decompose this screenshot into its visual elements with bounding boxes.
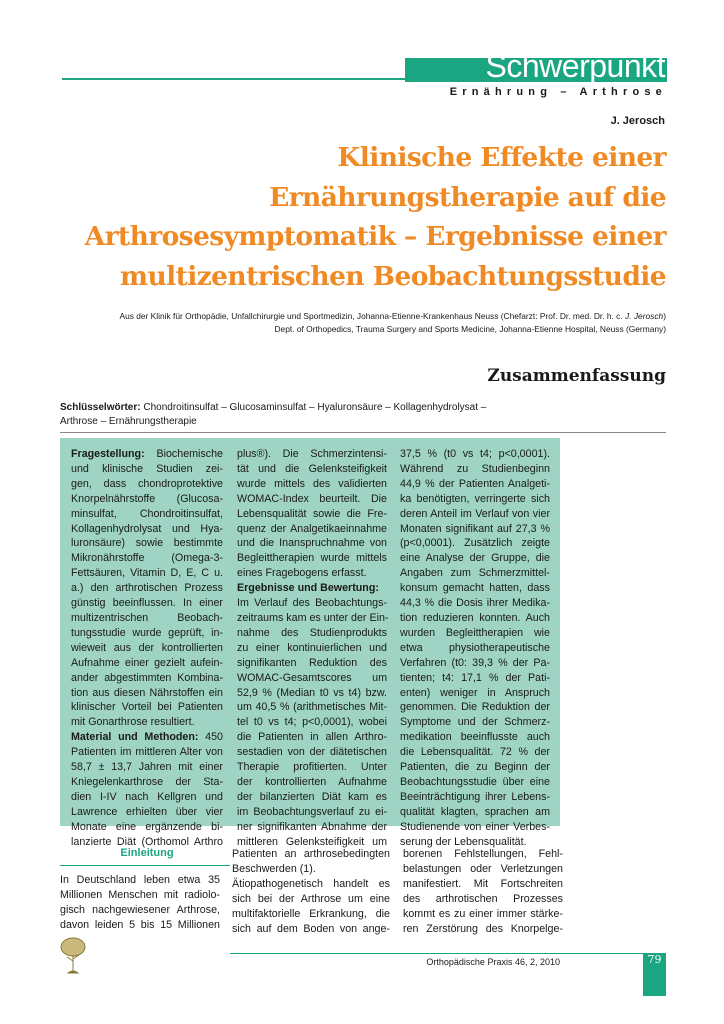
section-subtitle: Ernährung – Arthrose [449, 86, 667, 98]
line-text: Monaten signifikant auf 27,3 % [400, 522, 550, 535]
line-text: manifestiert. Mit Fortschreiten [403, 877, 563, 890]
text-line [71, 730, 223, 745]
body-column-1 [60, 873, 220, 933]
text-line [237, 536, 387, 551]
text-line [71, 745, 223, 760]
line-text: Angaben zum Schmerzmittel- [400, 567, 550, 580]
line-text: belastungen oder Verletzungen [403, 862, 563, 875]
author: J. Jerosch [610, 115, 665, 127]
line-text: ner signifikanten Abnahme der [237, 820, 387, 833]
text-line [237, 447, 387, 462]
affiliation-suffix: ) [663, 311, 666, 321]
line-text: Patienten im mittleren Alter von [71, 746, 223, 759]
text-line [71, 551, 223, 566]
line-text: lanzierte Diät (Orthomol Arthro [71, 835, 223, 848]
line-text: minsulfat, Chondroitinsulfat, [71, 507, 223, 520]
text-line [237, 671, 387, 686]
text-line [237, 626, 387, 641]
affiliation-english: Dept. of Orthopedics, Trauma Surgery and Sports Medicine, Johanna-Etienne Hospital, Neuss (Germany) [274, 324, 666, 334]
line-text: 37,5 % (t0 vs t4; p<0,0001). [400, 448, 550, 460]
line-text: wurde mittels des validierten [237, 477, 387, 490]
text-line [71, 790, 223, 805]
paragraph-label: Ergebnisse und Bewertung: [237, 582, 379, 595]
text-line [237, 462, 387, 477]
text-line [71, 447, 223, 462]
text-line [400, 790, 550, 805]
section-title: Schwerpunkt [485, 48, 665, 84]
text-line [71, 611, 223, 626]
line-text: 450 [198, 731, 223, 744]
text-line [71, 805, 223, 820]
text-line [60, 873, 220, 888]
title-line: Arthrosesymptomatik – Ergebnisse einer [84, 221, 666, 252]
line-text: 44,3 % die Dosis ihrer Medika- [400, 597, 550, 610]
line-text: Beobachtungsstudie über eine [400, 775, 550, 788]
text-line [237, 477, 387, 492]
line-text: WOMAC-Index beurteilt. Die [237, 492, 387, 505]
text-line [400, 730, 550, 745]
text-line [71, 522, 223, 537]
text-line [71, 507, 223, 522]
text-line [237, 745, 387, 760]
line-text: 58,7 ± 13,7 Jahren mit einer [71, 761, 223, 774]
line-text: Therapie profitierten. Unter [237, 761, 387, 774]
text-line [403, 922, 563, 937]
text-line [237, 581, 387, 596]
text-line [237, 611, 387, 626]
line-text: davon leiden 5 bis 15 Millionen [60, 918, 220, 931]
line-text: sestadien von der diätetischen [237, 746, 387, 759]
text-line [71, 760, 223, 775]
line-text: wieweit aus der kontrollierten [71, 641, 223, 654]
text-line [400, 641, 550, 656]
text-line [400, 536, 550, 551]
line-text: wurden Begleittherapien wie [400, 626, 550, 639]
line-text: Beschwerden (1). [232, 862, 316, 875]
text-line [237, 551, 387, 566]
line-text: dien I-IV nach Kellgren und [71, 790, 223, 803]
paragraph-label: Fragestellung: [71, 448, 145, 460]
line-text: eines Fragebogens erfasst. [237, 567, 367, 580]
line-text: Begleittherapien wurde mittels [237, 552, 387, 565]
text-line [71, 656, 223, 671]
line-text: Symptome und der Schmerz- [400, 716, 550, 729]
intro-heading: Einleitung [120, 847, 174, 859]
text-line [400, 447, 550, 462]
line-text: des arthrotischen Prozesses [403, 892, 563, 905]
text-line [400, 745, 550, 760]
text-line [71, 536, 223, 551]
line-text: kommt es zu einer immer stärke- [403, 907, 563, 920]
line-text: ren Zerstörung des Knorpelge- [403, 922, 563, 935]
affiliation-text: Aus der Klinik für Orthopädie, Unfallchirurgie und Sportmedizin, Johanna-Etienne-Krankenhaus Neuss (Chefarzt: Prof. Dr. med. Dr. h. c. [119, 311, 626, 321]
title-line: Ernährungstherapie auf die [269, 181, 666, 213]
line-text: mittleren Gelenksteifigkeit um [237, 835, 387, 848]
line-text: tion reduzieren konnten. Auch [400, 611, 550, 624]
text-line [232, 907, 390, 922]
keywords [60, 401, 620, 429]
affiliation-name: J. Jerosch [625, 311, 664, 321]
line-text: nahme des Studienprodukts [237, 626, 387, 639]
line-text: multifaktorielle Erkrankung, die [232, 907, 390, 920]
text-line [237, 790, 387, 805]
line-text: luronsäure) sowie bestimmte [71, 537, 223, 550]
line-text: sich bei der Arthrose um eine [232, 892, 390, 905]
journal-citation: Orthopädische Praxis 46, 2, 2010 [426, 957, 560, 967]
text-line [237, 775, 387, 790]
line-text: im Beobachtungsverlauf zu ei- [237, 805, 387, 818]
line-text: sich auf dem Boden von ange- [232, 922, 390, 935]
line-text: Lebensqualität sowie die Fre- [237, 507, 387, 520]
text-line [237, 492, 387, 507]
text-line [71, 715, 223, 730]
line-text: quenz der Analgetikaeinnahme [237, 522, 387, 535]
line-text: Kollagenhydrolysat und Hya- [71, 522, 223, 535]
text-line [400, 551, 550, 566]
text-line [232, 922, 390, 937]
text-line [60, 903, 220, 918]
line-text: Millionen Menschen mit radiolo- [60, 888, 220, 901]
line-text: Studienende von einer Verbes- [400, 820, 550, 833]
text-line [71, 700, 223, 715]
text-line [71, 477, 223, 492]
text-line [237, 760, 387, 775]
keywords-line1: Chondroitinsulfat – Glucosaminsulfat – Hyaluronsäure – Kollagenhydrolysat – [140, 402, 487, 413]
line-text: Kniegelenkarthrose der Sta- [71, 775, 223, 788]
line-text: tienten; t4: 17,1 % der Pati- [400, 671, 550, 684]
line-text: Patienten an arthrosebedingten [232, 848, 390, 860]
text-line [403, 907, 563, 922]
text-line [232, 892, 390, 907]
abstract-column-3 [400, 447, 550, 849]
keywords-label: Schlüsselwörter: [60, 402, 141, 413]
title-line: multizentrischen Beobachtungsstudie [120, 260, 666, 292]
body-column-2 [232, 847, 390, 936]
text-line [237, 730, 387, 745]
text-line [400, 671, 550, 686]
text-line [400, 522, 550, 537]
body-column-3 [403, 847, 563, 936]
intro-rule [60, 865, 230, 866]
line-text: enten) weniger in Anspruch [400, 686, 550, 699]
text-line [400, 820, 550, 835]
paragraph-label: Material und Methoden: [71, 731, 199, 744]
line-text: Knorpelnährstoffe (Glucosa- [71, 492, 223, 505]
line-text: qualität klagten, sprachen am [400, 805, 550, 818]
text-line [400, 611, 550, 626]
text-line [237, 686, 387, 701]
text-line [400, 492, 550, 507]
text-line [400, 507, 550, 522]
line-text: und klinische Studien zei- [71, 462, 223, 475]
text-line [71, 626, 223, 641]
text-line [400, 462, 550, 477]
text-line [237, 566, 387, 581]
text-line [60, 888, 220, 903]
line-text: Lawrence erhielten über vier [71, 805, 223, 818]
text-line [400, 805, 550, 820]
text-line [237, 656, 387, 671]
text-line [71, 596, 223, 611]
line-text: zu einer kontinuierlichen und [237, 641, 387, 654]
text-line [400, 700, 550, 715]
text-line [403, 847, 563, 862]
text-line [71, 492, 223, 507]
text-line [60, 918, 220, 933]
text-line [71, 462, 223, 477]
text-line [237, 507, 387, 522]
line-text: In Deutschland leben etwa 35 [60, 874, 220, 886]
text-line [232, 862, 390, 877]
line-text: mit Gonarthrose resultiert. [71, 716, 195, 729]
line-text: 44,9 % der Patienten Analgeti- [400, 477, 550, 490]
line-text: serung der Lebensqualität. [400, 835, 527, 848]
text-line [71, 686, 223, 701]
line-text: eine Analyse der Gruppe, die [400, 552, 550, 565]
keywords-line2: Arthrose – Ernährungstherapie [60, 416, 197, 427]
abstract-column-1 [71, 447, 223, 849]
line-text: Beeinträchtigung ihrer Lebens- [400, 790, 550, 803]
line-text: tungsstudie wurde geprüft, in- [71, 626, 223, 639]
line-text: Ätiopathogenetisch handelt es [232, 877, 390, 890]
line-text: der kontrollierten Aufnahme [237, 775, 387, 788]
line-text: zeitraums kam es unter der Ein- [237, 611, 389, 624]
line-text: signifikanten Reduktion des [237, 656, 387, 669]
header-rule [62, 78, 405, 80]
footer-rule [230, 953, 666, 954]
line-text: Fettsäuren, Vitamin D, E, C u. [71, 567, 223, 580]
line-text: gisch nachgewiesener Arthrose, [60, 903, 220, 916]
line-text: WOMAC-Gesamtscores um [237, 671, 387, 684]
tree-logo-icon [58, 935, 88, 979]
line-text: medikation beeinflusste auch [400, 731, 550, 744]
text-line [232, 877, 390, 892]
text-line [71, 820, 223, 835]
page-number: 79 [647, 953, 662, 966]
line-text: Während zu Studienbeginn [400, 462, 550, 475]
text-line [71, 671, 223, 686]
line-text: Verfahren (t0: 39,3 % der Pa- [400, 656, 550, 669]
text-line [400, 566, 550, 581]
line-text: Aufnahme einer gezielt aufein- [71, 656, 223, 669]
line-text: Biochemische [144, 448, 223, 460]
text-line [400, 596, 550, 611]
line-text: gen, dass chondroprotektive [71, 477, 223, 490]
text-line [400, 715, 550, 730]
abstract-column-2 [237, 447, 387, 849]
line-text: günstig beeinflussen. In einer [71, 597, 223, 610]
affiliation-german [40, 310, 666, 323]
line-text: plus®). Die Schmerzintensi- [237, 448, 387, 460]
text-line [232, 847, 390, 862]
text-line [400, 477, 550, 492]
text-line [237, 700, 387, 715]
text-line [400, 775, 550, 790]
line-text: ander abgestimmten Kombina- [71, 671, 223, 684]
line-text: a.) den arthrotischen Prozess [71, 582, 223, 595]
text-line [400, 581, 550, 596]
line-text: deren Anteil im Verlauf von vier [400, 507, 550, 520]
title-line: Klinische Effekte einer [337, 142, 666, 173]
line-text: genommen. Die Reduktion der [400, 701, 550, 714]
line-text: die Lebensqualität. 72 % der [400, 746, 550, 759]
line-text: Monate eine ergänzende bi- [71, 820, 223, 833]
line-text: Mikronährstoffe (Omega-3- [71, 552, 223, 565]
text-line [237, 715, 387, 730]
summary-heading: Zusammenfassung [487, 366, 666, 386]
line-text: etwa physiotherapeutische [400, 641, 550, 654]
text-line [403, 892, 563, 907]
text-line [237, 596, 387, 611]
text-line [71, 641, 223, 656]
text-line [400, 656, 550, 671]
line-text: borenen Fehlstellungen, Fehl- [403, 848, 563, 860]
text-line [71, 566, 223, 581]
line-text: Im Verlauf des Beobachtungs- [237, 597, 387, 610]
text-line [237, 805, 387, 820]
line-text: der bilanzierten Diät kam es [237, 790, 387, 803]
text-line [237, 641, 387, 656]
line-text: ka benötigten, verringerte sich [400, 492, 550, 505]
line-text: Patienten, die zu Beginn der [400, 761, 550, 774]
text-line [403, 877, 563, 892]
line-text: klinischer Vorteil bei Patienten [71, 701, 223, 714]
line-text: (p<0,0001). Zusätzlich zeigte [400, 537, 550, 550]
text-line [237, 522, 387, 537]
line-text: und die Inanspruchnahme von [237, 537, 387, 550]
text-line [71, 581, 223, 596]
text-line [400, 626, 550, 641]
line-text: 52,9 % (Median t0 vs t4) bzw. [237, 686, 387, 699]
line-text: tion aus diesen Nährstoffen ein [71, 686, 223, 699]
line-text: multizentrischen Beobach- [71, 611, 223, 624]
text-line [403, 862, 563, 877]
line-text: die Patienten in allen Arthro- [237, 731, 387, 744]
keywords-divider [60, 432, 666, 433]
line-text: tät und die Gelenksteifigkeit [237, 462, 387, 475]
text-line [400, 686, 550, 701]
line-text: tel t0 vs t4; p<0,0001), wobei [237, 716, 387, 729]
line-text: um 40,5 % (arithmetisches Mit- [237, 701, 387, 714]
text-line [71, 775, 223, 790]
line-text: konsum gemacht hatten, dass [400, 582, 550, 595]
text-line [237, 820, 387, 835]
text-line [400, 760, 550, 775]
article-title [60, 138, 666, 296]
